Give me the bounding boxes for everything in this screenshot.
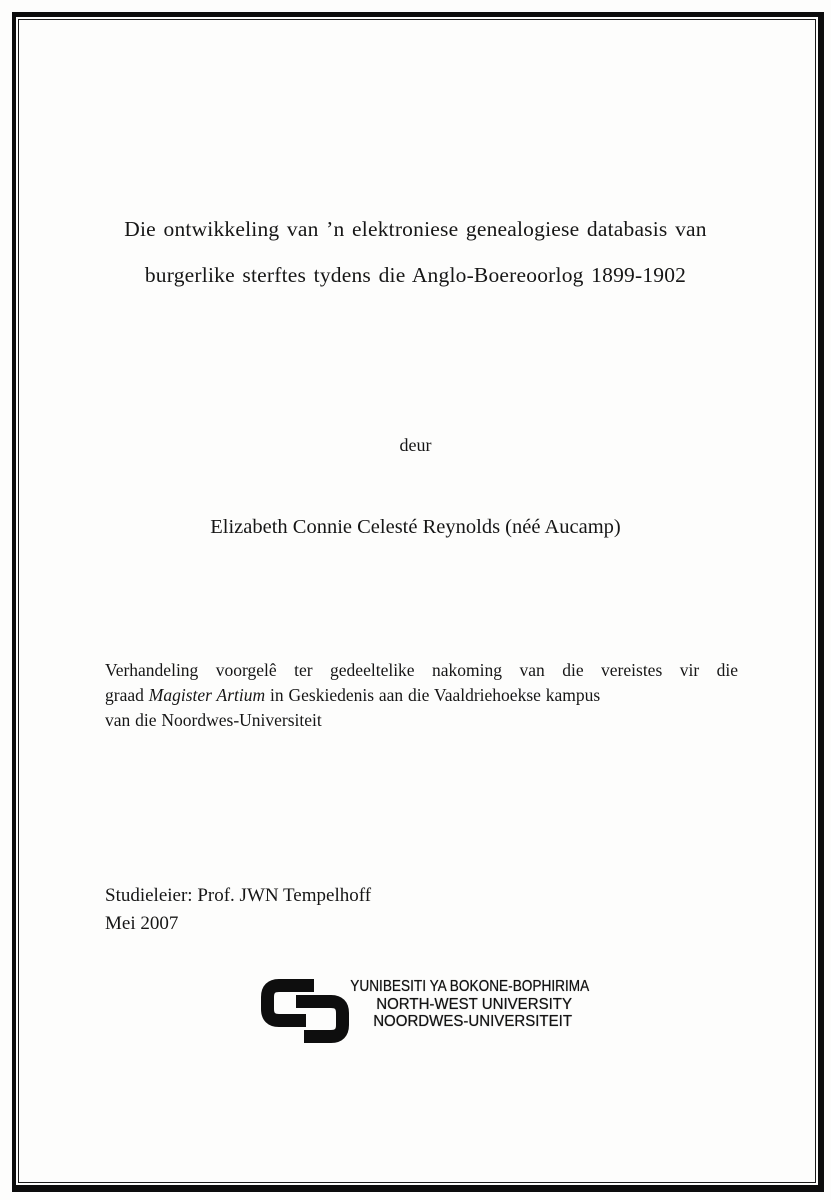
supervisor-line: Studieleier: Prof. JWN Tempelhoff — [105, 885, 372, 906]
degree-statement-line2-post: in Geskiedenis aan die Vaaldriehoekse kampus — [265, 685, 601, 705]
nwu-logo-line-afrikaans: NOORDWES-UNIVERSITEIT — [373, 1013, 572, 1030]
nwu-logo-line-setswana: YUNIBESITI YA BOKONE-BOPHIRIMA — [350, 978, 590, 995]
thesis-title-line2: burgerlike sterftes tydens die Anglo-Boereoorlog 1899-1902 — [144, 263, 687, 287]
thesis-title — [60, 206, 771, 298]
thesis-title-line1: Die ontwikkeling van ’n elektroniese genealogiese databasis van — [124, 217, 707, 241]
degree-statement-line2 — [105, 683, 738, 708]
degree-statement-line1: Verhandeling voorgelê ter gedeeltelike nakoming van die vereistes vir die — [105, 660, 738, 680]
byline-deur: deur — [399, 435, 432, 455]
degree-statement-line2-pre: graad — [105, 685, 149, 705]
degree-name-italic: Magister Artium — [148, 685, 266, 705]
nwu-logo-line-english: NORTH-WEST UNIVERSITY — [376, 995, 572, 1013]
author-name: Elizabeth Connie Celesté Reynolds (néé Aucamp) — [210, 516, 621, 538]
nwu-logo-wordmark — [320, 978, 590, 1031]
supervisor-block — [105, 882, 371, 937]
date-line: Mei 2007 — [105, 912, 179, 934]
degree-statement-line3: van die Noordwes-Universiteit — [105, 710, 322, 730]
degree-statement — [105, 658, 738, 733]
nwu-logo — [256, 970, 590, 1060]
